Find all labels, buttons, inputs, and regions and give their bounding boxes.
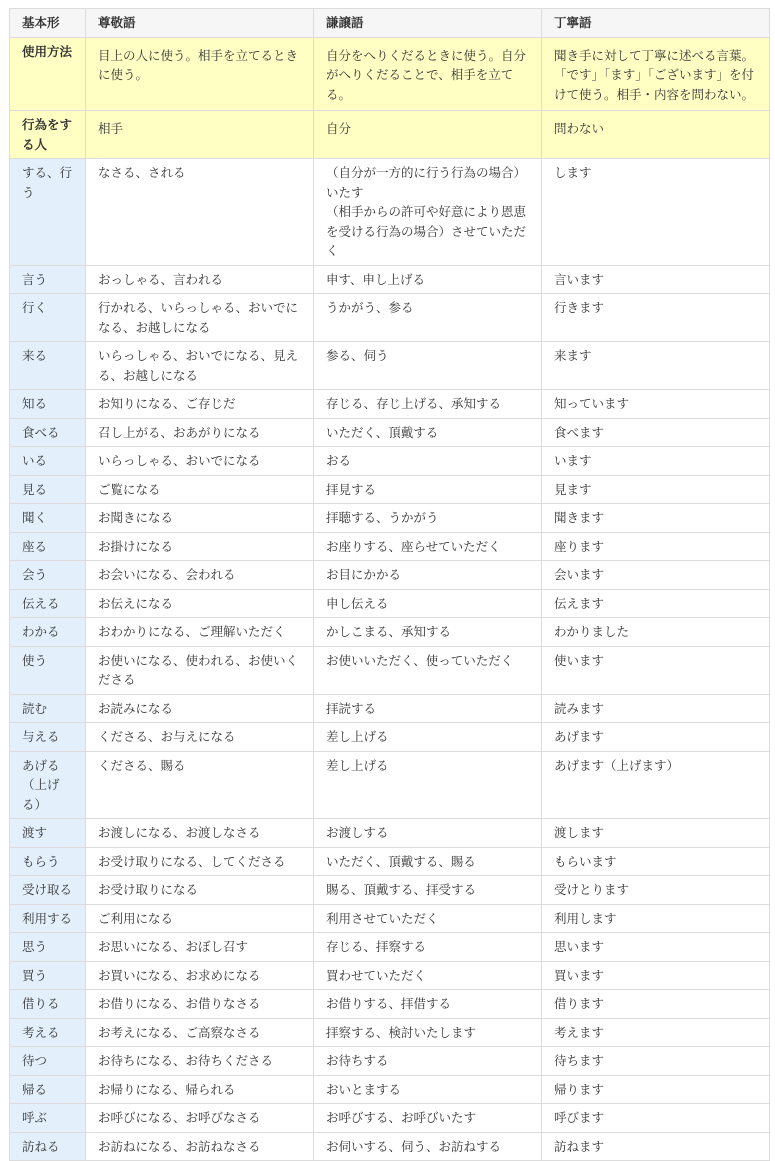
teineigo-cell: 読みます	[542, 694, 770, 723]
kenjougo-cell: 差し上げる	[314, 723, 542, 752]
verb-cell: 待つ	[10, 1047, 86, 1076]
actor-row	[10, 111, 770, 159]
verb-cell: もらう	[10, 847, 86, 876]
actor-label: 行為をする人	[10, 111, 86, 159]
teineigo-cell: 帰ります	[542, 1075, 770, 1104]
sonkeigo-cell: おわかりになる、ご理解いただく	[86, 618, 314, 647]
kenjougo-cell: いただく、頂戴する、賜る	[314, 847, 542, 876]
kenjougo-cell: 賜る、頂戴する、拝受する	[314, 876, 542, 905]
kenjougo-cell: お借りする、拝借する	[314, 990, 542, 1019]
verb-cell: わかる	[10, 618, 86, 647]
teineigo-cell: 思います	[542, 933, 770, 962]
teineigo-cell: 聞きます	[542, 504, 770, 533]
kenjougo-cell: いただく、頂戴する	[314, 418, 542, 447]
verb-cell: いる	[10, 447, 86, 476]
sonkeigo-cell: ご利用になる	[86, 904, 314, 933]
table-row	[10, 475, 770, 504]
sonkeigo-cell: 召し上がる、おあがりになる	[86, 418, 314, 447]
table-row	[10, 1075, 770, 1104]
kenjougo-cell: 差し上げる	[314, 751, 542, 819]
kenjougo-cell: 申す、申し上げる	[314, 265, 542, 294]
table-row	[10, 961, 770, 990]
kenjougo-cell: 拝察する、検討いたします	[314, 1018, 542, 1047]
teineigo-cell: 借ります	[542, 990, 770, 1019]
kenjougo-cell: 拝読する	[314, 694, 542, 723]
teineigo-cell: わかりました	[542, 618, 770, 647]
kenjougo-cell: 参る、伺う	[314, 342, 542, 390]
teineigo-cell: 会います	[542, 561, 770, 590]
header-teineigo: 丁寧語	[542, 9, 770, 38]
teineigo-cell: 行きます	[542, 294, 770, 342]
teineigo-cell: あげます	[542, 723, 770, 752]
verb-cell: 買う	[10, 961, 86, 990]
table-row	[10, 390, 770, 419]
table-row	[10, 342, 770, 390]
kenjougo-cell: 申し伝える	[314, 589, 542, 618]
kenjougo-cell: お座りする、座らせていただく	[314, 532, 542, 561]
sonkeigo-cell: お読みになる	[86, 694, 314, 723]
header-base-form: 基本形	[10, 9, 86, 38]
kenjougo-cell: お渡しする	[314, 819, 542, 848]
teineigo-cell: います	[542, 447, 770, 476]
sonkeigo-cell: 行かれる、いらっしゃる、おいでになる、お越しになる	[86, 294, 314, 342]
verb-cell: 見る	[10, 475, 86, 504]
sonkeigo-cell: いらっしゃる、おいでになる	[86, 447, 314, 476]
kenjougo-cell: 存じる、拝察する	[314, 933, 542, 962]
table-row	[10, 1104, 770, 1133]
teineigo-cell: 見ます	[542, 475, 770, 504]
teineigo-cell: 待ちます	[542, 1047, 770, 1076]
teineigo-cell: 利用します	[542, 904, 770, 933]
verb-cell: 利用する	[10, 904, 86, 933]
sonkeigo-cell: お帰りになる、帰られる	[86, 1075, 314, 1104]
kenjougo-cell: お呼びする、お呼びいたす	[314, 1104, 542, 1133]
verb-cell: 伝える	[10, 589, 86, 618]
table-row	[10, 723, 770, 752]
sonkeigo-cell: お受け取りになる	[86, 876, 314, 905]
sonkeigo-cell: なさる、される	[86, 159, 314, 266]
teineigo-cell: 座ります	[542, 532, 770, 561]
teineigo-cell: します	[542, 159, 770, 266]
verb-cell: 行く	[10, 294, 86, 342]
table-row	[10, 589, 770, 618]
kenjougo-cell: お使いいただく、使っていただく	[314, 646, 542, 694]
teineigo-cell: 来ます	[542, 342, 770, 390]
verb-cell: 聞く	[10, 504, 86, 533]
verb-cell: 訪ねる	[10, 1132, 86, 1161]
table-row	[10, 561, 770, 590]
kenjougo-cell: お目にかかる	[314, 561, 542, 590]
verb-cell: 帰る	[10, 1075, 86, 1104]
verb-cell: 呼ぶ	[10, 1104, 86, 1133]
table-row	[10, 933, 770, 962]
sonkeigo-cell: お知りになる、ご存じだ	[86, 390, 314, 419]
actor-teineigo: 問わない	[542, 111, 770, 159]
verb-cell: 言う	[10, 265, 86, 294]
table-row	[10, 447, 770, 476]
table-row	[10, 694, 770, 723]
verb-cell: 座る	[10, 532, 86, 561]
sonkeigo-cell: くださる、賜る	[86, 751, 314, 819]
header-kenjougo: 謙譲語	[314, 9, 542, 38]
kenjougo-cell: うかがう、参る	[314, 294, 542, 342]
header-sonkeigo: 尊敬語	[86, 9, 314, 38]
teineigo-cell: 言います	[542, 265, 770, 294]
sonkeigo-cell: お買いになる、お求めになる	[86, 961, 314, 990]
teineigo-cell: 受けとります	[542, 876, 770, 905]
table-row	[10, 990, 770, 1019]
teineigo-cell: 伝えます	[542, 589, 770, 618]
verb-cell: 渡す	[10, 819, 86, 848]
verb-cell: 与える	[10, 723, 86, 752]
usage-kenjougo: 自分をへりくだるときに使う。自分がへりくだることで、相手を立てる。	[314, 37, 542, 111]
teineigo-cell: 食べます	[542, 418, 770, 447]
table-row	[10, 532, 770, 561]
table-row	[10, 418, 770, 447]
verb-cell: する、行う	[10, 159, 86, 266]
kenjougo-cell: 拝見する	[314, 475, 542, 504]
table-row	[10, 294, 770, 342]
sonkeigo-cell: お借りになる、お借りなさる	[86, 990, 314, 1019]
sonkeigo-cell: ご覧になる	[86, 475, 314, 504]
sonkeigo-cell: おっしゃる、言われる	[86, 265, 314, 294]
usage-sonkeigo: 目上の人に使う。相手を立てるときに使う。	[86, 37, 314, 111]
table-row	[10, 847, 770, 876]
usage-label: 使用方法	[10, 37, 86, 111]
sonkeigo-cell: お掛けになる	[86, 532, 314, 561]
table-row	[10, 265, 770, 294]
kenjougo-cell: 買わせていただく	[314, 961, 542, 990]
sonkeigo-cell: お考えになる、ご高察なさる	[86, 1018, 314, 1047]
teineigo-cell: 知っています	[542, 390, 770, 419]
sonkeigo-cell: お訪ねになる、お訪ねなさる	[86, 1132, 314, 1161]
kenjougo-cell: 利用させていただく	[314, 904, 542, 933]
sonkeigo-cell: お待ちになる、お待ちくださる	[86, 1047, 314, 1076]
table-row	[10, 1047, 770, 1076]
verb-cell: 食べる	[10, 418, 86, 447]
teineigo-cell: 買います	[542, 961, 770, 990]
verb-cell: 思う	[10, 933, 86, 962]
kenjougo-cell: 存じる、存じ上げる、承知する	[314, 390, 542, 419]
sonkeigo-cell: お使いになる、使われる、お使いくださる	[86, 646, 314, 694]
sonkeigo-cell: お渡しになる、お渡しなさる	[86, 819, 314, 848]
actor-sonkeigo: 相手	[86, 111, 314, 159]
teineigo-cell: 呼びます	[542, 1104, 770, 1133]
teineigo-cell: 訪ねます	[542, 1132, 770, 1161]
kenjougo-cell: おいとまする	[314, 1075, 542, 1104]
teineigo-cell: もらいます	[542, 847, 770, 876]
table-row	[10, 819, 770, 848]
teineigo-cell: 渡します	[542, 819, 770, 848]
kenjougo-cell: （自分が一方的に行う行為の場合）いたす （相手からの許可や好意により恩恵を受ける行為の場合）させていただく	[314, 159, 542, 266]
table-row	[10, 1018, 770, 1047]
kenjougo-cell: お伺いする、伺う、お訪ねする	[314, 1132, 542, 1161]
teineigo-cell: あげます（上げます）	[542, 751, 770, 819]
usage-row	[10, 37, 770, 111]
header-row	[10, 9, 770, 38]
table-row	[10, 751, 770, 819]
table-row	[10, 1132, 770, 1161]
table-row	[10, 876, 770, 905]
sonkeigo-cell: くださる、お与えになる	[86, 723, 314, 752]
verb-cell: 来る	[10, 342, 86, 390]
teineigo-cell: 考えます	[542, 1018, 770, 1047]
verb-cell: 考える	[10, 1018, 86, 1047]
table-row	[10, 504, 770, 533]
table-row	[10, 904, 770, 933]
table-row	[10, 646, 770, 694]
verb-cell: 読む	[10, 694, 86, 723]
sonkeigo-cell: お呼びになる、お呼びなさる	[86, 1104, 314, 1133]
verb-cell: 使う	[10, 646, 86, 694]
table-row	[10, 159, 770, 266]
verb-cell: 知る	[10, 390, 86, 419]
kenjougo-cell: かしこまる、承知する	[314, 618, 542, 647]
keigo-table	[9, 8, 770, 1161]
kenjougo-cell: 拝聴する、うかがう	[314, 504, 542, 533]
sonkeigo-cell: お受け取りになる、してくださる	[86, 847, 314, 876]
sonkeigo-cell: お思いになる、おぼし召す	[86, 933, 314, 962]
verb-cell: 受け取る	[10, 876, 86, 905]
teineigo-cell: 使います	[542, 646, 770, 694]
sonkeigo-cell: お会いになる、会われる	[86, 561, 314, 590]
sonkeigo-cell: お伝えになる	[86, 589, 314, 618]
verb-cell: 借りる	[10, 990, 86, 1019]
usage-teineigo: 聞き手に対して丁寧に述べる言葉。「です」「ます」「ございます」を付けて使う。相手・内容を問わない。	[542, 37, 770, 111]
kenjougo-cell: おる	[314, 447, 542, 476]
kenjougo-cell: お待ちする	[314, 1047, 542, 1076]
sonkeigo-cell: いらっしゃる、おいでになる、見える、お越しになる	[86, 342, 314, 390]
actor-kenjougo: 自分	[314, 111, 542, 159]
verb-cell: あげる（上げる）	[10, 751, 86, 819]
verb-cell: 会う	[10, 561, 86, 590]
table-row	[10, 618, 770, 647]
sonkeigo-cell: お聞きになる	[86, 504, 314, 533]
